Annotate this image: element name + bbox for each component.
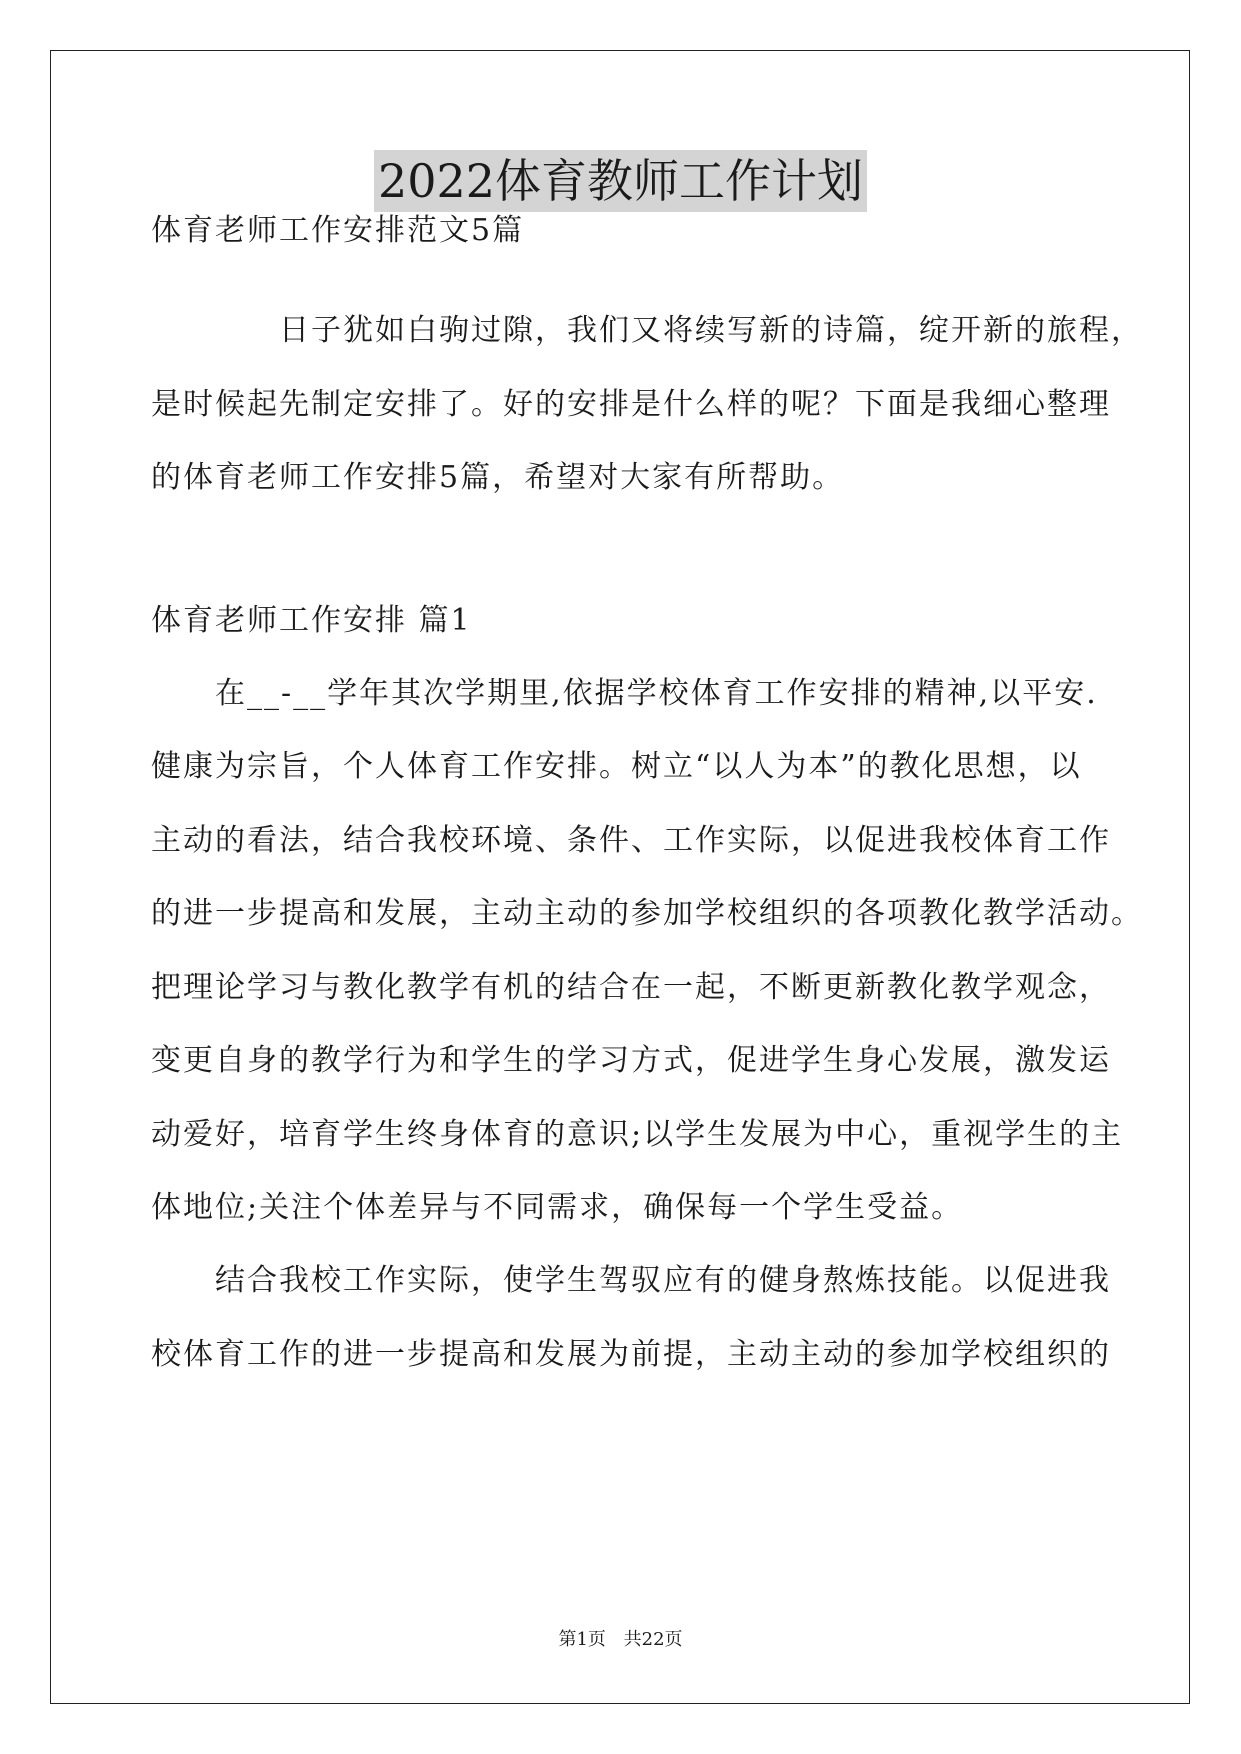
body-line: 的进一步提高和发展，主动主动的参加学校组织的各项教化教学活动。: [151, 896, 1143, 931]
intro-line: 日子犹如白驹过隙，我们又将续写新的诗篇，绽开新的旅程，: [151, 313, 1143, 348]
body-line: 体地位;关注个体差异与不同需求，确保每一个学生受益。: [151, 1190, 964, 1225]
page-border: [50, 50, 1190, 1704]
document-subtitle: 体育老师工作安排范文5篇: [151, 213, 525, 248]
page-total: 共22页: [623, 1629, 683, 1650]
body-line: 主动的看法，结合我校环境、条件、工作实际，以促进我校体育工作: [151, 823, 1111, 858]
body-line: 动爱好，培育学生终身体育的意识;以学生发展为中心，重视学生的主: [151, 1117, 1124, 1152]
intro-line: 是时候起先制定安排了。好的安排是什么样的呢？下面是我细心整理: [151, 387, 1111, 422]
body-line: 校体育工作的进一步提高和发展为前提，主动主动的参加学校组织的: [151, 1337, 1111, 1372]
body-line: 把理论学习与教化教学有机的结合在一起，不断更新教化教学观念，: [151, 970, 1111, 1005]
intro-line: 的体育老师工作安排5篇，希望对大家有所帮助。: [151, 460, 845, 495]
document-title: 2022体育教师工作计划: [374, 150, 867, 212]
page-footer: [0, 1628, 1241, 1652]
body-line: 变更自身的教学行为和学生的学习方式，促进学生身心发展，激发运: [151, 1043, 1111, 1078]
section-heading: 体育老师工作安排 篇1: [151, 603, 472, 638]
page-number: 第1页: [558, 1629, 606, 1650]
body-line: 结合我校工作实际，使学生驾驭应有的健身熬炼技能。以促进我: [151, 1263, 1111, 1298]
title-wrap: [0, 150, 1241, 212]
body-line: 健康为宗旨，个人体育工作安排。树立“以人为本”的教化思想，以: [151, 749, 1082, 784]
body-line: 在__-__学年其次学期里,依据学校体育工作安排的精神,以平安.: [151, 676, 1098, 711]
